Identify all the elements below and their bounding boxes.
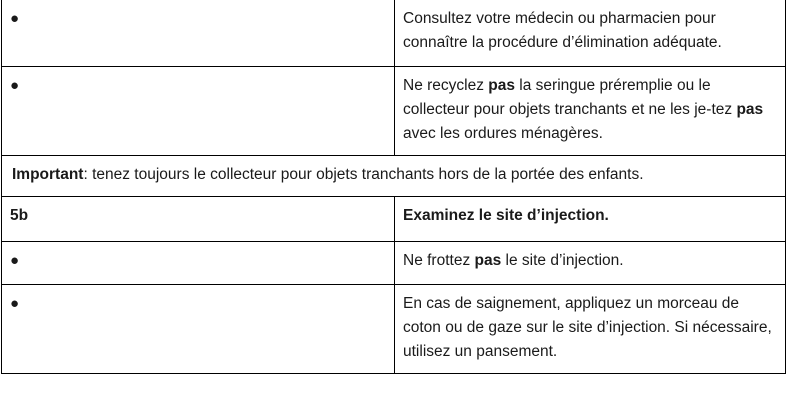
- instruction-text-cell: [395, 285, 786, 374]
- important-note-cell: [2, 156, 786, 197]
- bullet-cell: [2, 67, 395, 156]
- instruction-text: avec les ordures ménagères.: [403, 125, 603, 142]
- table-row: [2, 285, 786, 374]
- instruction-text: le site d’injection.: [501, 252, 624, 269]
- bullet-cell: [2, 242, 395, 285]
- important-label: Important: [12, 166, 84, 183]
- table-row: [2, 0, 786, 67]
- step-title: Examinez le site d’injection.: [403, 207, 609, 224]
- emphasis-text: pas: [474, 252, 502, 269]
- bullet-marker: ●: [10, 77, 20, 94]
- table-row: [2, 67, 786, 156]
- instruction-text-cell: [395, 67, 786, 156]
- instruction-text: Ne recyclez: [403, 77, 489, 94]
- instruction-table: [1, 0, 786, 374]
- emphasis-text: pas: [736, 101, 764, 118]
- instruction-text: la seringue préremplie ou le collecteur pour objets tranchants et ne les je-tez: [403, 77, 737, 118]
- bullet-marker: ●: [10, 295, 20, 312]
- important-note-row: [2, 156, 786, 197]
- step-number: 5b: [10, 207, 29, 224]
- bullet-marker: ●: [10, 252, 20, 269]
- important-text: : tenez toujours le collecteur pour objets tranchants hors de la portée des enfants.: [83, 166, 644, 183]
- bullet-cell: [2, 0, 395, 67]
- step-title-cell: [395, 197, 786, 242]
- instruction-text-cell: [395, 0, 786, 67]
- bullet-cell: [2, 285, 395, 374]
- emphasis-text: pas: [488, 77, 515, 94]
- bullet-marker: ●: [10, 10, 20, 27]
- step-number-cell: [2, 197, 395, 242]
- instruction-text: Ne frottez: [403, 252, 475, 269]
- table-row: [2, 242, 786, 285]
- instruction-text: Consultez votre médecin ou pharmacien pour connaître la procédure d’élimination adéquate.: [403, 10, 722, 51]
- instruction-text: En cas de saignement, appliquez un morceau de coton ou de gaze sur le site d’injection. Si nécessaire, utilisez un pansement.: [403, 295, 772, 360]
- instruction-text-cell: [395, 242, 786, 285]
- step-header-row: [2, 197, 786, 242]
